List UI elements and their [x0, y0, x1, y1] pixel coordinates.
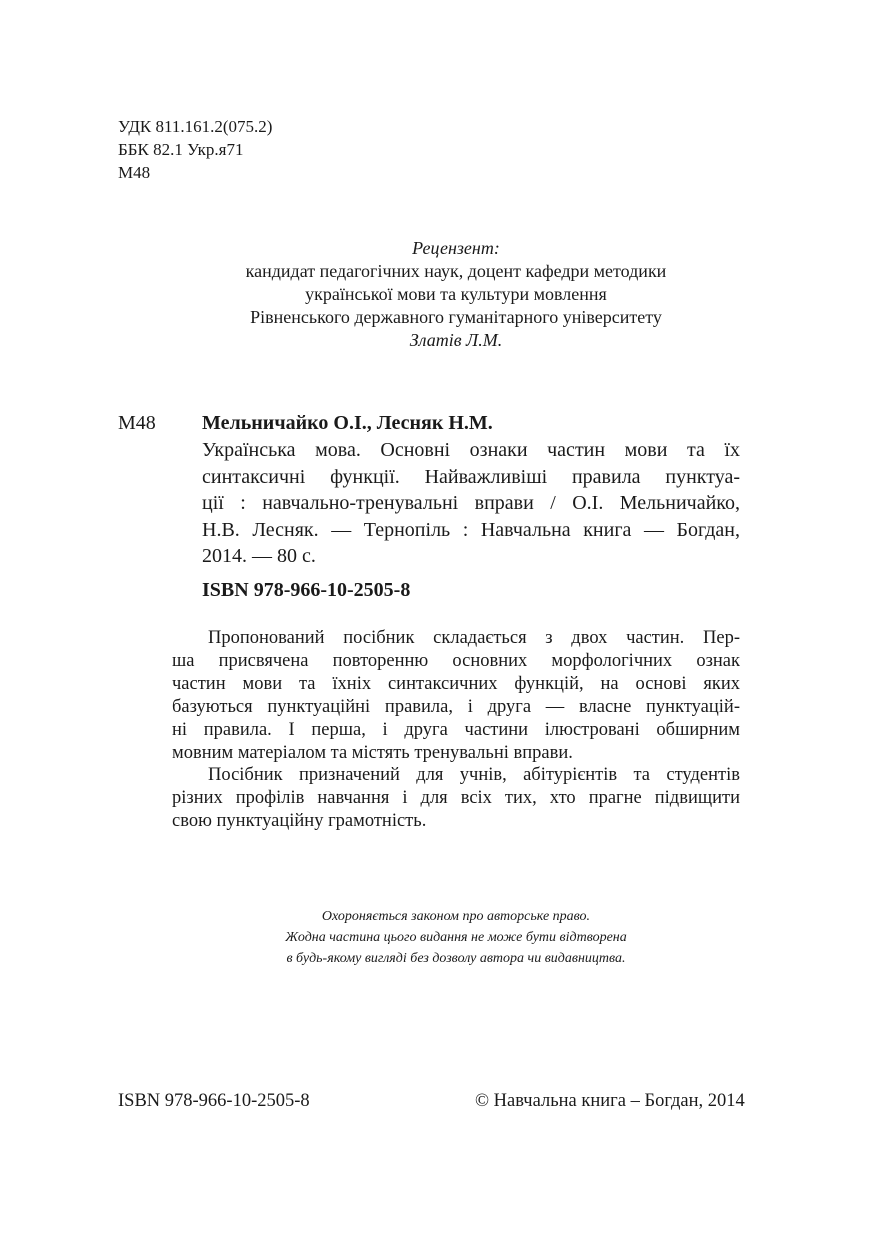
copyright-notice — [118, 906, 794, 969]
entry-isbn: ISBN 978-966-10-2505-8 — [202, 579, 411, 601]
annotation-line: частин мови та їхніх синтаксичних функцій, на основі яких — [172, 673, 740, 694]
catalog-entry — [202, 410, 740, 570]
description-line: ції : навчально-тренувальні вправи / О.І. Мельничайко, — [202, 492, 740, 514]
annotation-block — [172, 627, 740, 833]
footer-isbn: ISBN 978-966-10-2505-8 — [118, 1091, 310, 1111]
annotation-line: різних профілів навчання і для всіх тих, хто прагне підвищити — [172, 788, 740, 809]
description-line: 2014. — 80 с. — [202, 545, 316, 567]
description-line: синтаксичні функції. Найважливіші правила пунктуа- — [202, 465, 740, 488]
annotation-line: ша присвячена повторенню основних морфологічних ознак — [172, 650, 740, 671]
annotation-line: свою пунктуаційну грамотність. — [172, 811, 427, 832]
reviewer-line: української мови та культури мовлення — [305, 284, 607, 304]
author-sign: М48 — [118, 163, 151, 182]
entry-description — [202, 437, 740, 570]
description-line: Н.В. Лесняк. — Тернопіль : Навчальна книга — Богдан, — [202, 518, 740, 541]
notice-line: Жодна частина цього видання не може бути відтворена — [285, 930, 627, 945]
annotation-line: мовним матеріалом та містять тренувальні вправи. — [172, 742, 573, 763]
annotation-line: Пропонований посібник складається з двох частин. Пер- — [208, 628, 740, 648]
notice-line: в будь-якому вигляді без дозволу автора чи видавництва. — [286, 951, 626, 966]
annotation-line: базуються пунктуаційні правила, і друга — власне пунктуацій- — [172, 696, 740, 717]
reviewer-name: Златів Л.М. — [409, 330, 503, 350]
udk-code: УДК 811.161.2(075.2) — [118, 117, 273, 136]
classification-block — [118, 115, 272, 184]
annotation-line: ні правила. І перша, і друга частини ілюстровані обширним — [172, 719, 740, 740]
reviewer-block — [118, 237, 794, 352]
annotation-line: Посібник призначений для учнів, абітурієнтів та студентів — [208, 765, 740, 786]
reviewer-line: Рівненського державного гуманітарного університету — [250, 307, 662, 327]
notice-line: Охороняється законом про авторське право. — [321, 909, 591, 924]
entry-authors: Мельничайко О.І., Лесняк Н.М. — [202, 412, 493, 434]
bbk-code: ББК 82.1 Укр.я71 — [118, 140, 244, 159]
description-line: Українська мова. Основні ознаки частин мови та їх — [202, 439, 740, 461]
reviewer-heading: Рецензент: — [412, 238, 500, 258]
catalog-code: М48 — [118, 412, 156, 434]
reviewer-line: кандидат педагогічних наук, доцент кафедри методики — [245, 261, 667, 281]
footer-copyright: © Навчальна книга – Богдан, 2014 — [475, 1091, 745, 1111]
